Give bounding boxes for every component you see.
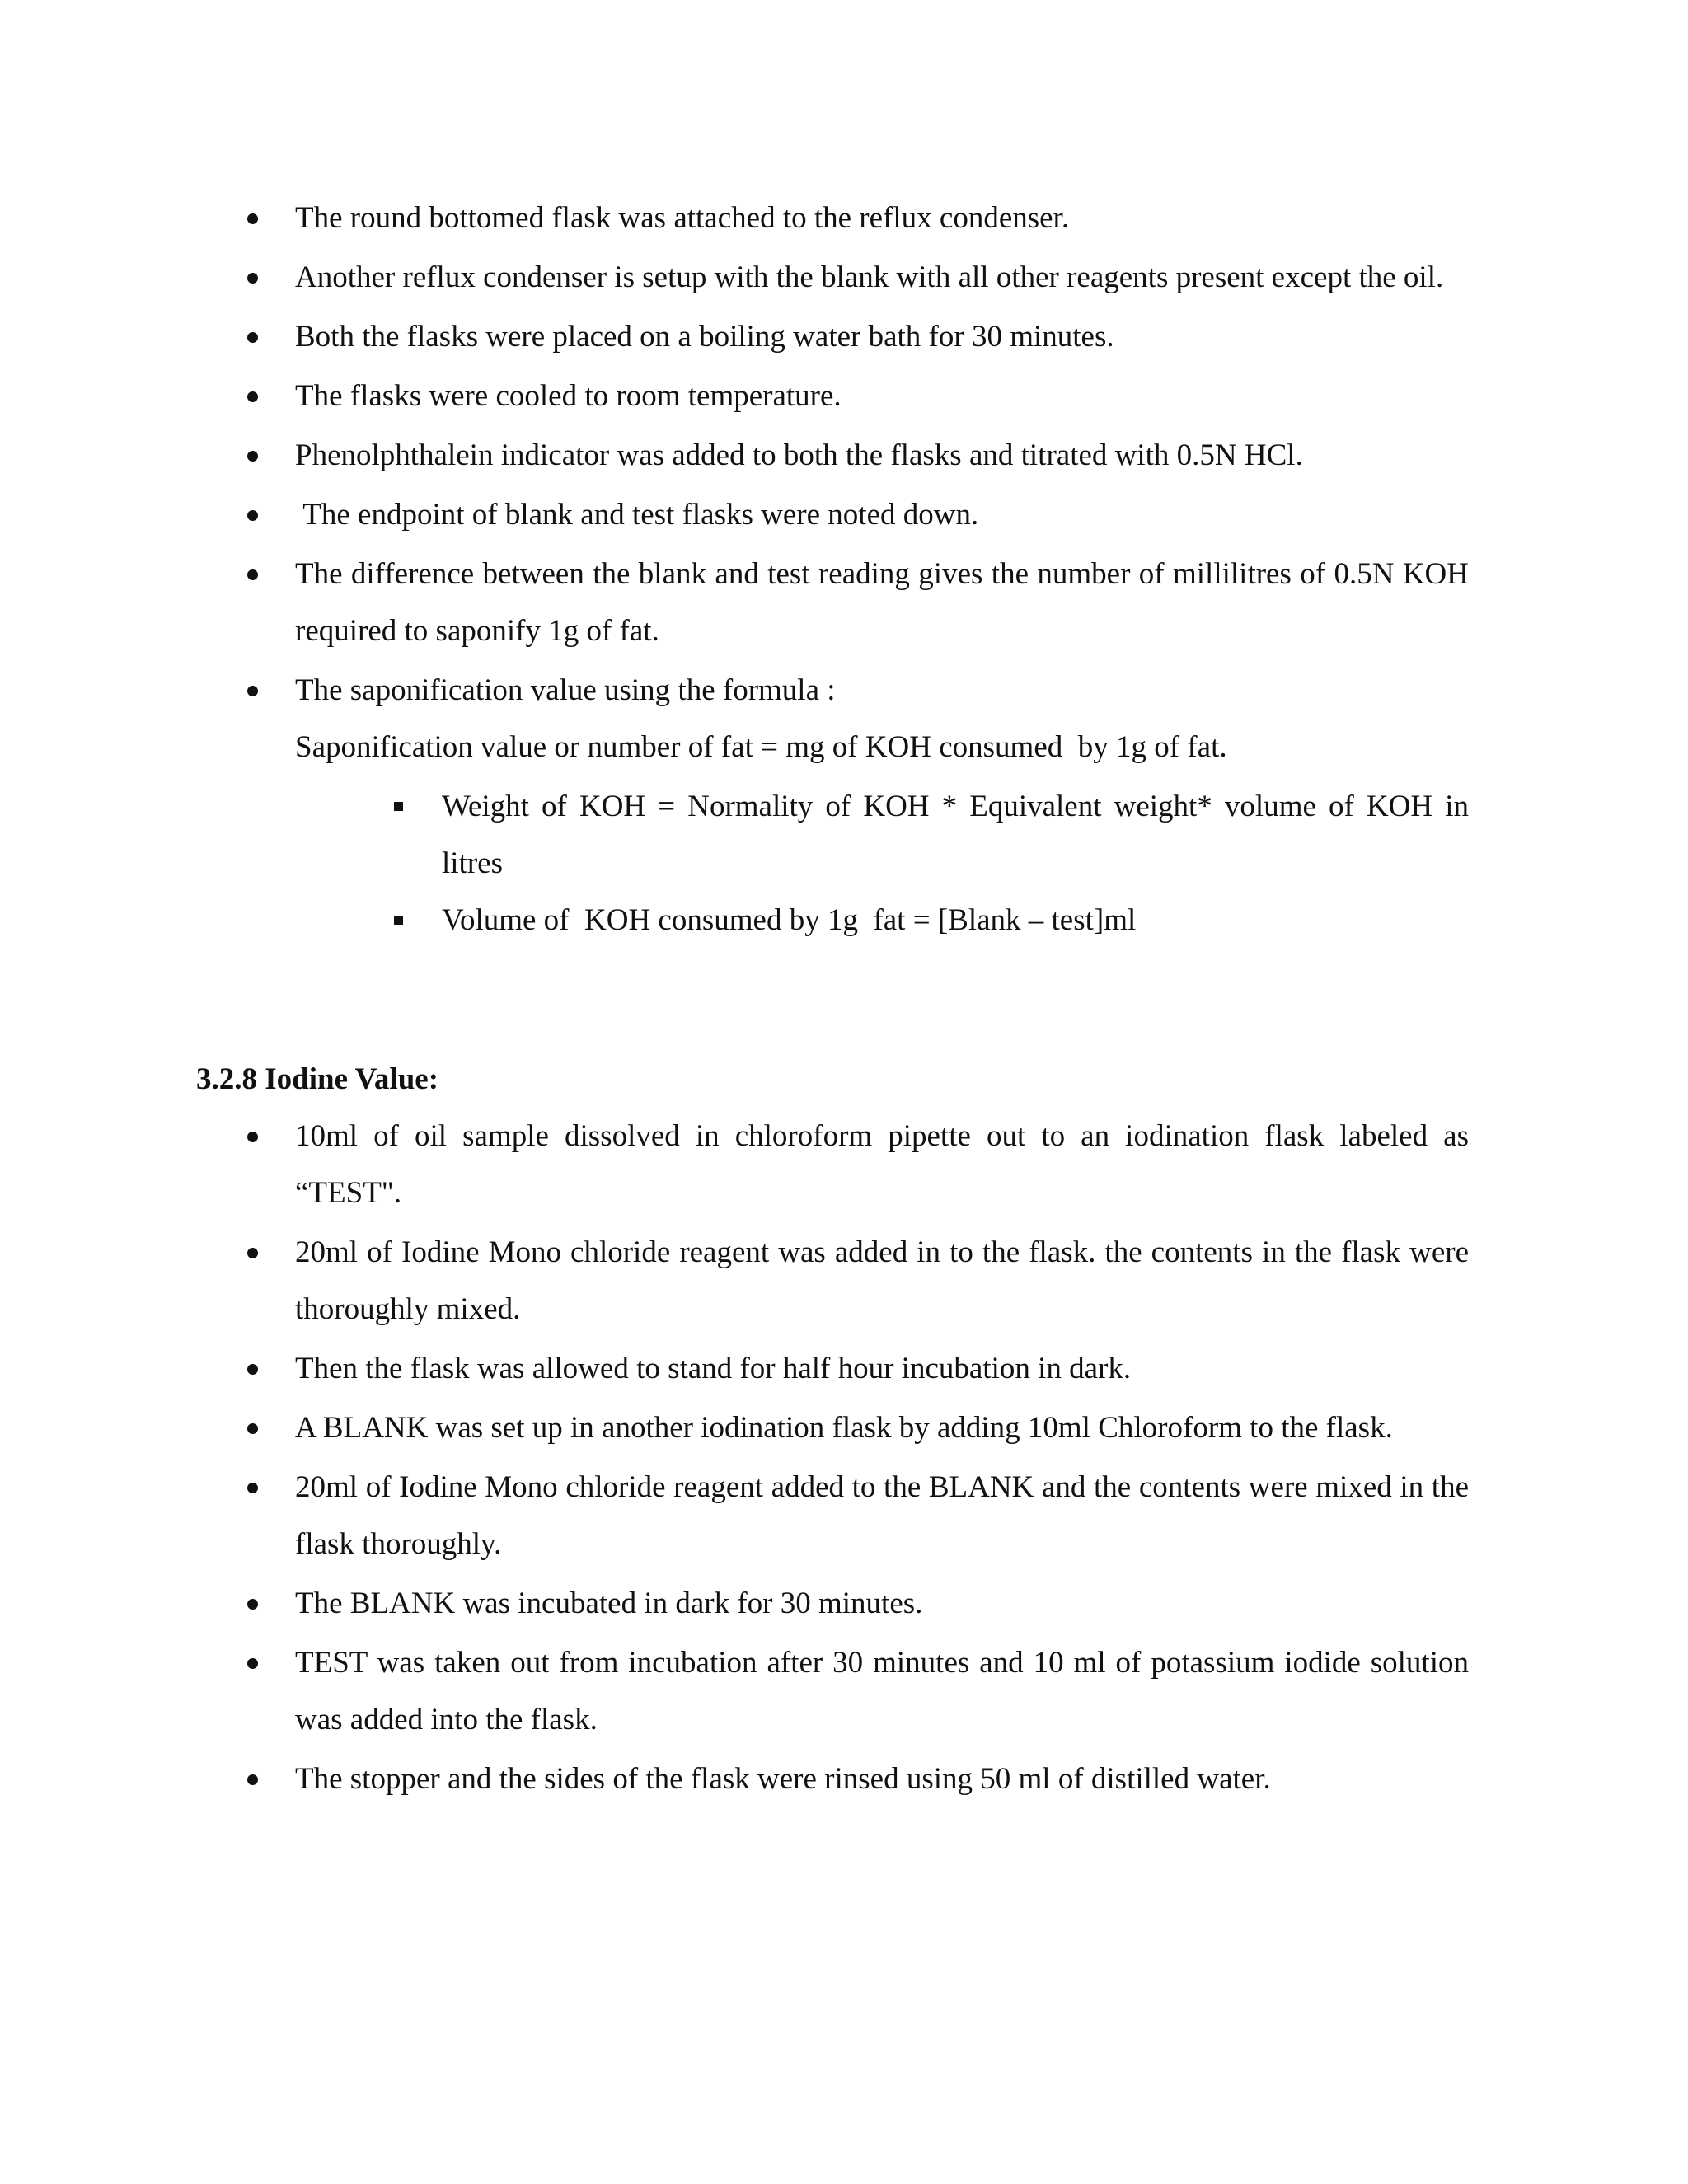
list-item: The round bottomed flask was attached to the reflux condenser. [196, 190, 1469, 246]
list-item: 20ml of Iodine Mono chloride reagent added to the BLANK and the contents were mixed in the flask thoroughly. [196, 1459, 1469, 1572]
section-heading: 3.2.8 Iodine Value: [196, 1062, 439, 1096]
bullet-icon [247, 1423, 258, 1434]
list-item: The saponification value using the formula : Saponification value or number of fat = mg of KOH consumed by 1g of fat. [196, 662, 1469, 776]
bullet-icon [247, 213, 258, 224]
formula-sub-list [394, 778, 1469, 949]
square-bullet-icon [394, 916, 403, 925]
bullet-icon [247, 1132, 258, 1142]
bullet-icon [247, 391, 258, 402]
list-item: A BLANK was set up in another iodination flask by adding 10ml Chloroform to the flask. [196, 1399, 1469, 1456]
saponification-procedure [196, 190, 1469, 949]
list-item: Volume of KOH consumed by 1g fat = [Blank – test]ml [394, 892, 1469, 949]
bullet-icon [247, 1599, 258, 1610]
list-item: The flasks were cooled to room temperature. [196, 368, 1469, 424]
bullet-icon [247, 273, 258, 284]
bullet-icon [247, 510, 258, 521]
list-item: The endpoint of blank and test flasks were noted down. [196, 486, 1469, 543]
bullet-icon [247, 1483, 258, 1493]
list-item: Both the flasks were placed on a boiling water bath for 30 minutes. [196, 308, 1469, 365]
bullet-icon [247, 1658, 258, 1669]
list-item: The stopper and the sides of the flask were rinsed using 50 ml of distilled water. [196, 1750, 1469, 1807]
list-item: 10ml of oil sample dissolved in chloroform pipette out to an iodination flask labeled as “TEST". [196, 1108, 1469, 1221]
formula-text: Saponification value or number of fat = mg of KOH consumed by 1g of fat. [295, 730, 1227, 764]
list-item: The BLANK was incubated in dark for 30 minutes. [196, 1575, 1469, 1632]
list-item: TEST was taken out from incubation after 30 minutes and 10 ml of potassium iodide solution was added into the flask. [196, 1634, 1469, 1748]
bullet-icon [247, 332, 258, 343]
list-item: The difference between the blank and test reading gives the number of millilitres of 0.5N KOH required to saponify 1g of fat. [196, 546, 1469, 659]
list-item: Then the flask was allowed to stand for half hour incubation in dark. [196, 1340, 1469, 1397]
list-item: Weight of KOH = Normality of KOH * Equivalent weight* volume of KOH in litres [394, 778, 1469, 892]
list-item: Another reflux condenser is setup with the blank with all other reagents present except the oil. [196, 249, 1469, 306]
bullet-icon [247, 1774, 258, 1785]
procedure-list [196, 190, 1469, 776]
bullet-icon [247, 569, 258, 580]
bullet-icon [247, 451, 258, 462]
bullet-icon [247, 1248, 258, 1258]
list-item: Phenolphthalein indicator was added to both the flasks and titrated with 0.5N HCl. [196, 427, 1469, 484]
square-bullet-icon [394, 802, 403, 811]
list-item: 20ml of Iodine Mono chloride reagent was added in to the flask. the contents in the flask were thoroughly mixed. [196, 1224, 1469, 1338]
iodine-procedure [196, 1108, 1469, 1810]
bullet-icon [247, 1364, 258, 1375]
procedure-list [196, 1108, 1469, 1807]
bullet-icon [247, 686, 258, 696]
